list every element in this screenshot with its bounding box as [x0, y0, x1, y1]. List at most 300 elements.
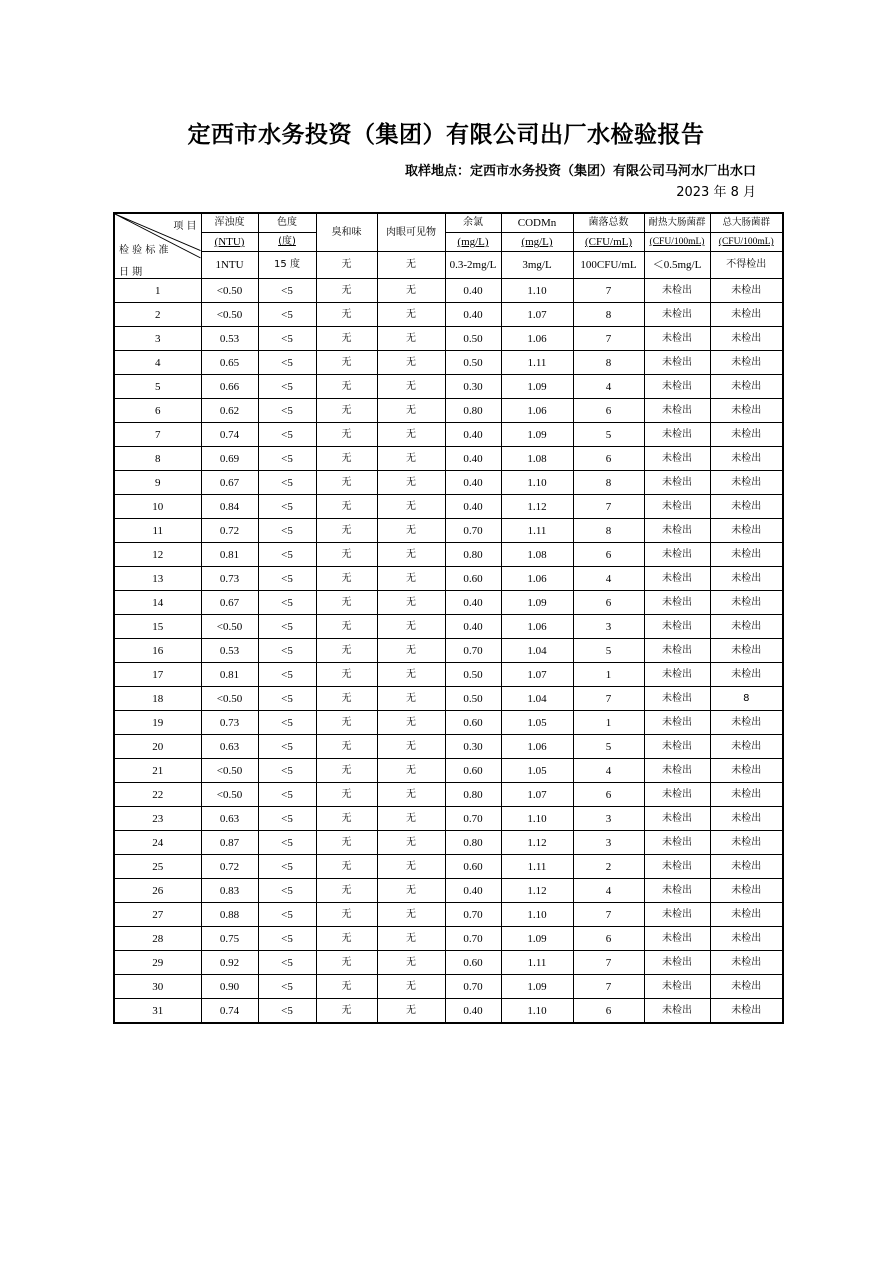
cell-chlorine: 0.80	[445, 783, 501, 807]
cell-turbidity: 0.81	[201, 543, 258, 567]
cell-visible-matter: 无	[377, 351, 445, 375]
cell-colony-count: 8	[573, 351, 644, 375]
cell-odor: 无	[316, 951, 377, 975]
cell-day: 17	[114, 663, 201, 687]
cell-colony-count: 4	[573, 759, 644, 783]
cell-thermotolerant-coliform: 未检出	[644, 879, 710, 903]
cell-total-coliform: 未检出	[710, 615, 783, 639]
cell-chlorine: 0.40	[445, 615, 501, 639]
header-row-unit	[114, 233, 783, 252]
cell-colony-count: 3	[573, 615, 644, 639]
cell-day: 13	[114, 567, 201, 591]
cell-codmn: 1.06	[501, 327, 573, 351]
cell-colony-count: 1	[573, 711, 644, 735]
cell-turbidity: <0.50	[201, 279, 258, 303]
col-unit-color: (度)	[258, 233, 316, 252]
cell-chlorine: 0.70	[445, 639, 501, 663]
cell-turbidity: 0.84	[201, 495, 258, 519]
cell-colony-count: 6	[573, 591, 644, 615]
col-standard-color: 15 度	[258, 252, 316, 279]
cell-color: <5	[258, 519, 316, 543]
cell-visible-matter: 无	[377, 279, 445, 303]
cell-thermotolerant-coliform: 未检出	[644, 567, 710, 591]
cell-chlorine: 0.70	[445, 903, 501, 927]
table-row	[114, 927, 783, 951]
col-name-odor: 臭和味	[316, 213, 377, 252]
cell-turbidity: <0.50	[201, 759, 258, 783]
cell-odor: 无	[316, 495, 377, 519]
cell-codmn: 1.07	[501, 783, 573, 807]
table-row	[114, 639, 783, 663]
cell-odor: 无	[316, 807, 377, 831]
table-row	[114, 735, 783, 759]
cell-turbidity: <0.50	[201, 783, 258, 807]
col-name-codmn: CODMn	[501, 213, 573, 233]
cell-total-coliform: 未检出	[710, 663, 783, 687]
cell-odor: 无	[316, 903, 377, 927]
cell-odor: 无	[316, 687, 377, 711]
cell-colony-count: 5	[573, 639, 644, 663]
cell-odor: 无	[316, 543, 377, 567]
col-unit-turbidity: (NTU)	[201, 233, 258, 252]
cell-codmn: 1.07	[501, 303, 573, 327]
cell-day: 7	[114, 423, 201, 447]
cell-odor: 无	[316, 279, 377, 303]
cell-chlorine: 0.70	[445, 519, 501, 543]
table-row	[114, 591, 783, 615]
cell-day: 8	[114, 447, 201, 471]
cell-color: <5	[258, 783, 316, 807]
table-row	[114, 783, 783, 807]
cell-chlorine: 0.80	[445, 543, 501, 567]
cell-chlorine: 0.80	[445, 399, 501, 423]
col-unit-thermotolerant-coliform: (CFU/100mL)	[644, 233, 710, 252]
col-unit-colony-count: (CFU/mL)	[573, 233, 644, 252]
cell-colony-count: 7	[573, 279, 644, 303]
report-date: 2023 年 8 月	[676, 185, 756, 200]
cell-colony-count: 6	[573, 399, 644, 423]
cell-odor: 无	[316, 783, 377, 807]
cell-thermotolerant-coliform: 未检出	[644, 951, 710, 975]
cell-turbidity: 0.53	[201, 639, 258, 663]
cell-thermotolerant-coliform: 未检出	[644, 735, 710, 759]
cell-odor: 无	[316, 663, 377, 687]
table-row	[114, 831, 783, 855]
cell-codmn: 1.10	[501, 807, 573, 831]
col-unit-total-coliform: (CFU/100mL)	[710, 233, 783, 252]
cell-chlorine: 0.60	[445, 711, 501, 735]
table-row	[114, 711, 783, 735]
cell-day: 16	[114, 639, 201, 663]
cell-total-coliform: 未检出	[710, 639, 783, 663]
cell-thermotolerant-coliform: 未检出	[644, 591, 710, 615]
cell-codmn: 1.09	[501, 423, 573, 447]
cell-thermotolerant-coliform: 未检出	[644, 351, 710, 375]
cell-day: 9	[114, 471, 201, 495]
cell-thermotolerant-coliform: 未检出	[644, 423, 710, 447]
cell-odor: 无	[316, 879, 377, 903]
cell-color: <5	[258, 735, 316, 759]
cell-codmn: 1.11	[501, 855, 573, 879]
cell-color: <5	[258, 615, 316, 639]
cell-color: <5	[258, 495, 316, 519]
sampling-location: 取样地点：定西市水务投资（集团）有限公司马河水厂出水口	[404, 164, 756, 179]
cell-odor: 无	[316, 303, 377, 327]
cell-day: 1	[114, 279, 201, 303]
cell-total-coliform: 未检出	[710, 447, 783, 471]
cell-odor: 无	[316, 519, 377, 543]
cell-chlorine: 0.40	[445, 423, 501, 447]
cell-colony-count: 5	[573, 423, 644, 447]
cell-chlorine: 0.40	[445, 303, 501, 327]
cell-day: 21	[114, 759, 201, 783]
table-row	[114, 279, 783, 303]
col-name-total-coliform: 总大肠菌群	[710, 213, 783, 233]
cell-chlorine: 0.40	[445, 471, 501, 495]
cell-colony-count: 6	[573, 927, 644, 951]
cell-thermotolerant-coliform: 未检出	[644, 999, 710, 1024]
cell-thermotolerant-coliform: 未检出	[644, 687, 710, 711]
cell-visible-matter: 无	[377, 447, 445, 471]
cell-total-coliform: 未检出	[710, 711, 783, 735]
corner-label-item: 项 目	[173, 221, 197, 232]
cell-turbidity: 0.74	[201, 423, 258, 447]
cell-codmn: 1.12	[501, 831, 573, 855]
cell-codmn: 1.08	[501, 543, 573, 567]
cell-colony-count: 7	[573, 327, 644, 351]
cell-color: <5	[258, 975, 316, 999]
cell-chlorine: 0.70	[445, 927, 501, 951]
cell-codmn: 1.06	[501, 399, 573, 423]
cell-visible-matter: 无	[377, 615, 445, 639]
cell-chlorine: 0.30	[445, 375, 501, 399]
cell-visible-matter: 无	[377, 375, 445, 399]
cell-visible-matter: 无	[377, 999, 445, 1024]
cell-codmn: 1.12	[501, 879, 573, 903]
cell-codmn: 1.10	[501, 999, 573, 1024]
cell-turbidity: <0.50	[201, 615, 258, 639]
table-row	[114, 999, 783, 1024]
cell-day: 30	[114, 975, 201, 999]
cell-chlorine: 0.40	[445, 591, 501, 615]
cell-total-coliform: 未检出	[710, 903, 783, 927]
cell-visible-matter: 无	[377, 687, 445, 711]
cell-turbidity: 0.73	[201, 567, 258, 591]
table-row	[114, 807, 783, 831]
cell-color: <5	[258, 711, 316, 735]
cell-codmn: 1.10	[501, 903, 573, 927]
table-row	[114, 399, 783, 423]
cell-total-coliform: 未检出	[710, 327, 783, 351]
cell-colony-count: 7	[573, 951, 644, 975]
cell-thermotolerant-coliform: 未检出	[644, 855, 710, 879]
cell-color: <5	[258, 303, 316, 327]
cell-odor: 无	[316, 591, 377, 615]
cell-codmn: 1.11	[501, 951, 573, 975]
cell-colony-count: 5	[573, 735, 644, 759]
cell-thermotolerant-coliform: 未检出	[644, 327, 710, 351]
cell-odor: 无	[316, 375, 377, 399]
table-row	[114, 759, 783, 783]
cell-codmn: 1.04	[501, 687, 573, 711]
table-row	[114, 663, 783, 687]
cell-day: 6	[114, 399, 201, 423]
cell-colony-count: 8	[573, 471, 644, 495]
cell-odor: 无	[316, 639, 377, 663]
cell-chlorine: 0.50	[445, 351, 501, 375]
cell-colony-count: 2	[573, 855, 644, 879]
table-row	[114, 975, 783, 999]
cell-day: 20	[114, 735, 201, 759]
cell-color: <5	[258, 855, 316, 879]
cell-turbidity: 0.63	[201, 735, 258, 759]
cell-turbidity: 0.72	[201, 519, 258, 543]
col-name-chlorine: 余氯	[445, 213, 501, 233]
cell-chlorine: 0.60	[445, 759, 501, 783]
table-row	[114, 351, 783, 375]
cell-color: <5	[258, 807, 316, 831]
cell-turbidity: 0.73	[201, 711, 258, 735]
cell-day: 28	[114, 927, 201, 951]
table-row	[114, 615, 783, 639]
col-name-color: 色度	[258, 213, 316, 233]
cell-colony-count: 8	[573, 519, 644, 543]
cell-turbidity: 0.66	[201, 375, 258, 399]
cell-visible-matter: 无	[377, 855, 445, 879]
cell-total-coliform: 未检出	[710, 591, 783, 615]
cell-total-coliform: 未检出	[710, 855, 783, 879]
cell-turbidity: 0.87	[201, 831, 258, 855]
cell-color: <5	[258, 447, 316, 471]
cell-thermotolerant-coliform: 未检出	[644, 783, 710, 807]
table-row	[114, 471, 783, 495]
table-row	[114, 375, 783, 399]
header-row-name	[114, 213, 783, 233]
cell-day: 23	[114, 807, 201, 831]
cell-color: <5	[258, 903, 316, 927]
cell-color: <5	[258, 567, 316, 591]
cell-day: 12	[114, 543, 201, 567]
cell-color: <5	[258, 759, 316, 783]
cell-day: 15	[114, 615, 201, 639]
cell-thermotolerant-coliform: 未检出	[644, 663, 710, 687]
cell-turbidity: 0.81	[201, 663, 258, 687]
cell-colony-count: 6	[573, 999, 644, 1024]
cell-visible-matter: 无	[377, 663, 445, 687]
cell-turbidity: 0.53	[201, 327, 258, 351]
cell-codmn: 1.09	[501, 927, 573, 951]
cell-turbidity: 0.62	[201, 399, 258, 423]
cell-thermotolerant-coliform: 未检出	[644, 495, 710, 519]
table-row	[114, 951, 783, 975]
table-row	[114, 423, 783, 447]
report-title: 定西市水务投资（集团）有限公司出厂水检验报告	[187, 122, 705, 148]
cell-colony-count: 1	[573, 663, 644, 687]
table-row	[114, 327, 783, 351]
cell-turbidity: 0.72	[201, 855, 258, 879]
cell-colony-count: 6	[573, 783, 644, 807]
cell-codmn: 1.12	[501, 495, 573, 519]
cell-codmn: 1.09	[501, 375, 573, 399]
cell-thermotolerant-coliform: 未检出	[644, 471, 710, 495]
cell-thermotolerant-coliform: 未检出	[644, 399, 710, 423]
cell-codmn: 1.05	[501, 759, 573, 783]
col-name-turbidity: 浑浊度	[201, 213, 258, 233]
col-unit-chlorine: (mg/L)	[445, 233, 501, 252]
cell-codmn: 1.09	[501, 975, 573, 999]
cell-total-coliform: 未检出	[710, 999, 783, 1024]
cell-day: 3	[114, 327, 201, 351]
cell-colony-count: 4	[573, 879, 644, 903]
cell-total-coliform: 未检出	[710, 735, 783, 759]
cell-turbidity: 0.92	[201, 951, 258, 975]
cell-turbidity: 0.63	[201, 807, 258, 831]
cell-thermotolerant-coliform: 未检出	[644, 639, 710, 663]
cell-colony-count: 3	[573, 831, 644, 855]
cell-odor: 无	[316, 423, 377, 447]
cell-thermotolerant-coliform: 未检出	[644, 807, 710, 831]
cell-color: <5	[258, 951, 316, 975]
cell-chlorine: 0.40	[445, 279, 501, 303]
cell-colony-count: 7	[573, 975, 644, 999]
cell-day: 10	[114, 495, 201, 519]
cell-colony-count: 6	[573, 543, 644, 567]
header-row-standard	[114, 252, 783, 279]
cell-color: <5	[258, 423, 316, 447]
cell-odor: 无	[316, 759, 377, 783]
cell-codmn: 1.11	[501, 351, 573, 375]
cell-day: 5	[114, 375, 201, 399]
cell-total-coliform: 未检出	[710, 303, 783, 327]
cell-day: 27	[114, 903, 201, 927]
cell-color: <5	[258, 831, 316, 855]
cell-color: <5	[258, 663, 316, 687]
col-standard-visible-matter: 无	[377, 252, 445, 279]
cell-color: <5	[258, 279, 316, 303]
cell-turbidity: <0.50	[201, 303, 258, 327]
cell-thermotolerant-coliform: 未检出	[644, 975, 710, 999]
col-name-visible-matter: 肉眼可见物	[377, 213, 445, 252]
cell-visible-matter: 无	[377, 399, 445, 423]
cell-day: 4	[114, 351, 201, 375]
cell-visible-matter: 无	[377, 543, 445, 567]
cell-odor: 无	[316, 999, 377, 1024]
col-standard-chlorine: 0.3-2mg/L	[445, 252, 501, 279]
cell-visible-matter: 无	[377, 639, 445, 663]
cell-odor: 无	[316, 975, 377, 999]
table-row	[114, 519, 783, 543]
cell-chlorine: 0.40	[445, 495, 501, 519]
cell-total-coliform: 未检出	[710, 375, 783, 399]
cell-turbidity: <0.50	[201, 687, 258, 711]
cell-visible-matter: 无	[377, 471, 445, 495]
cell-color: <5	[258, 687, 316, 711]
cell-visible-matter: 无	[377, 519, 445, 543]
cell-day: 2	[114, 303, 201, 327]
col-name-thermotolerant-coliform: 耐热大肠菌群	[644, 213, 710, 233]
cell-turbidity: 0.75	[201, 927, 258, 951]
cell-odor: 无	[316, 567, 377, 591]
cell-odor: 无	[316, 855, 377, 879]
cell-turbidity: 0.67	[201, 591, 258, 615]
cell-turbidity: 0.90	[201, 975, 258, 999]
cell-total-coliform: 未检出	[710, 975, 783, 999]
cell-visible-matter: 无	[377, 975, 445, 999]
cell-codmn: 1.06	[501, 567, 573, 591]
cell-chlorine: 0.30	[445, 735, 501, 759]
header-corner-cell	[114, 213, 201, 279]
table-row	[114, 495, 783, 519]
cell-codmn: 1.06	[501, 615, 573, 639]
cell-day: 18	[114, 687, 201, 711]
cell-odor: 无	[316, 831, 377, 855]
cell-color: <5	[258, 327, 316, 351]
cell-chlorine: 0.70	[445, 975, 501, 999]
cell-odor: 无	[316, 447, 377, 471]
cell-codmn: 1.11	[501, 519, 573, 543]
cell-day: 14	[114, 591, 201, 615]
cell-colony-count: 4	[573, 567, 644, 591]
table-row	[114, 879, 783, 903]
cell-colony-count: 7	[573, 903, 644, 927]
cell-day: 19	[114, 711, 201, 735]
cell-visible-matter: 无	[377, 591, 445, 615]
cell-total-coliform: 未检出	[710, 543, 783, 567]
cell-thermotolerant-coliform: 未检出	[644, 831, 710, 855]
table-row	[114, 567, 783, 591]
cell-day: 29	[114, 951, 201, 975]
cell-chlorine: 0.50	[445, 663, 501, 687]
cell-total-coliform: 未检出	[710, 879, 783, 903]
cell-visible-matter: 无	[377, 303, 445, 327]
cell-codmn: 1.06	[501, 735, 573, 759]
cell-thermotolerant-coliform: 未检出	[644, 447, 710, 471]
cell-turbidity: 0.67	[201, 471, 258, 495]
cell-chlorine: 0.50	[445, 687, 501, 711]
cell-chlorine: 0.60	[445, 951, 501, 975]
cell-visible-matter: 无	[377, 783, 445, 807]
cell-colony-count: 3	[573, 807, 644, 831]
cell-total-coliform: 未检出	[710, 399, 783, 423]
cell-colony-count: 4	[573, 375, 644, 399]
col-standard-colony-count: 100CFU/mL	[573, 252, 644, 279]
cell-visible-matter: 无	[377, 927, 445, 951]
cell-odor: 无	[316, 615, 377, 639]
col-standard-thermotolerant-coliform: ＜0.5mg/L	[644, 252, 710, 279]
cell-day: 31	[114, 999, 201, 1024]
col-name-colony-count: 菌落总数	[573, 213, 644, 233]
cell-total-coliform: 未检出	[710, 951, 783, 975]
cell-chlorine: 0.60	[445, 567, 501, 591]
cell-color: <5	[258, 879, 316, 903]
cell-thermotolerant-coliform: 未检出	[644, 711, 710, 735]
cell-odor: 无	[316, 711, 377, 735]
col-standard-total-coliform: 不得检出	[710, 252, 783, 279]
cell-visible-matter: 无	[377, 951, 445, 975]
cell-odor: 无	[316, 327, 377, 351]
cell-day: 25	[114, 855, 201, 879]
cell-total-coliform: 未检出	[710, 783, 783, 807]
cell-visible-matter: 无	[377, 567, 445, 591]
cell-day: 11	[114, 519, 201, 543]
cell-color: <5	[258, 351, 316, 375]
cell-thermotolerant-coliform: 未检出	[644, 303, 710, 327]
cell-chlorine: 0.50	[445, 327, 501, 351]
cell-total-coliform: 未检出	[710, 759, 783, 783]
cell-chlorine: 0.60	[445, 855, 501, 879]
cell-total-coliform: 未检出	[710, 567, 783, 591]
cell-chlorine: 0.40	[445, 999, 501, 1024]
